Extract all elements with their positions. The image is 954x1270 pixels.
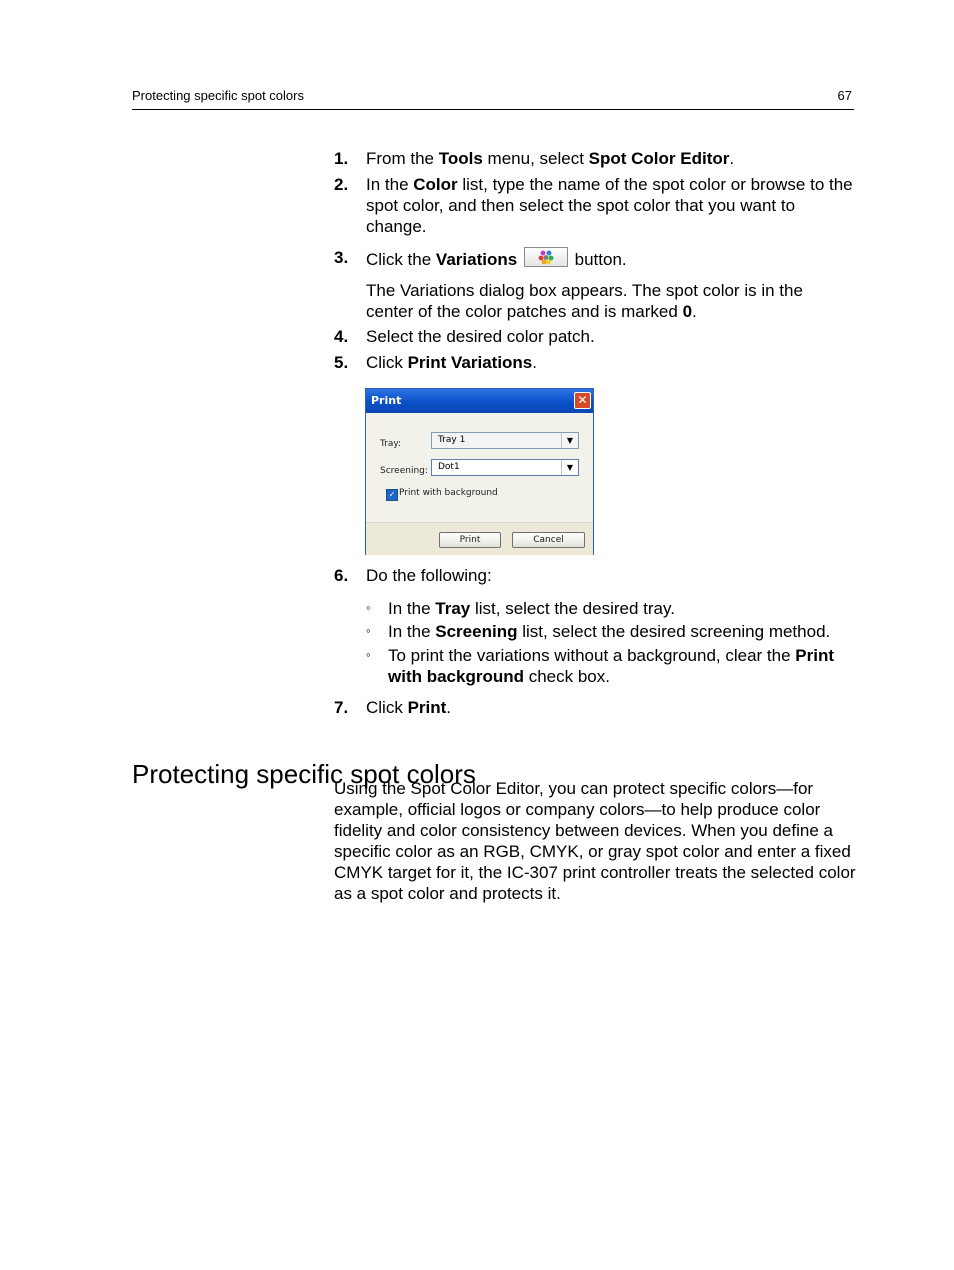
step-1: [334, 148, 854, 169]
section-heading: Protecting specific spot colors: [132, 758, 476, 789]
dialog-body: [366, 413, 593, 522]
print-with-background-checkbox[interactable]: ✓: [386, 489, 398, 501]
step-text: Do the following:: [366, 566, 492, 585]
bullet-text: In the Screening list, select the desired screening method.: [388, 622, 831, 641]
variations-button: [524, 247, 568, 267]
dialog-footer: [366, 522, 593, 555]
step-2: [334, 174, 854, 237]
bullet-item: [366, 645, 854, 687]
bullet-item: [366, 621, 854, 642]
step-6: [334, 565, 854, 586]
tray-select[interactable]: [431, 432, 579, 449]
step-text: Click Print Variations.: [366, 353, 537, 372]
step-text: In the Color list, type the name of the spot color or browse to the spot color, and then select the spot color that you want to change.: [366, 175, 853, 236]
screening-label: Screening:: [380, 466, 428, 476]
step-7: [334, 697, 854, 718]
print-with-background-label: Print with background: [399, 488, 498, 498]
step-number: 2.: [334, 175, 349, 194]
chevron-down-icon[interactable]: ▼: [561, 460, 578, 475]
tray-value: Tray 1: [438, 435, 466, 445]
step-text: Click Print.: [366, 698, 452, 717]
step-number: 4.: [334, 327, 349, 346]
print-dialog: [365, 388, 594, 555]
step-number: 5.: [334, 353, 349, 372]
step-text: Select the desired color patch.: [366, 327, 595, 346]
step-number: 6.: [334, 566, 349, 585]
print-button[interactable]: Print: [439, 532, 501, 548]
step-text: Click the Variations button.: [366, 247, 854, 270]
section-body: Using the Spot Color Editor, you can protect specific colors—for example, official logos or company colors—to help produce color fidelity and color consistency between devices. When you define a specific color as an RGB, CMYK, or gray spot color and enter a fixed CMYK target for it, the IC-307 print controller treats the selected color as a spot color and protects it.: [334, 779, 856, 903]
step-number: 3.: [334, 248, 349, 267]
bullet-text: In the Tray list, select the desired tray.: [388, 599, 675, 618]
bullet-marker: ◦: [366, 600, 371, 615]
dialog-title-bar: [366, 389, 593, 413]
header-title: Protecting specific spot colors: [132, 88, 304, 103]
running-header: [132, 88, 854, 110]
dialog-title: Print: [371, 394, 402, 407]
page-number: 67: [837, 88, 852, 103]
step-3-note: The Variations dialog box appears. The spot color is in the center of the color patches and is marked 0.: [366, 281, 803, 321]
close-icon[interactable]: ✕: [574, 392, 591, 409]
step-number: 7.: [334, 698, 349, 717]
screening-value: Dot1: [438, 462, 460, 472]
screening-select[interactable]: [431, 459, 579, 476]
step-text: From the Tools menu, select Spot Color Editor.: [366, 149, 735, 168]
bullet-marker: ◦: [366, 623, 371, 638]
bullet-item: [366, 598, 854, 619]
bullet-marker: ◦: [366, 647, 371, 662]
chevron-down-icon[interactable]: ▼: [561, 433, 578, 448]
color-variations-icon: [538, 249, 554, 265]
step-5: [334, 352, 854, 373]
step-3: [334, 247, 854, 270]
step-number: 1.: [334, 149, 349, 168]
cancel-button[interactable]: Cancel: [512, 532, 585, 548]
bullet-text: To print the variations without a background, clear the Print with background check box.: [388, 646, 835, 686]
tray-label: Tray:: [380, 439, 402, 449]
step-4: [334, 326, 854, 347]
